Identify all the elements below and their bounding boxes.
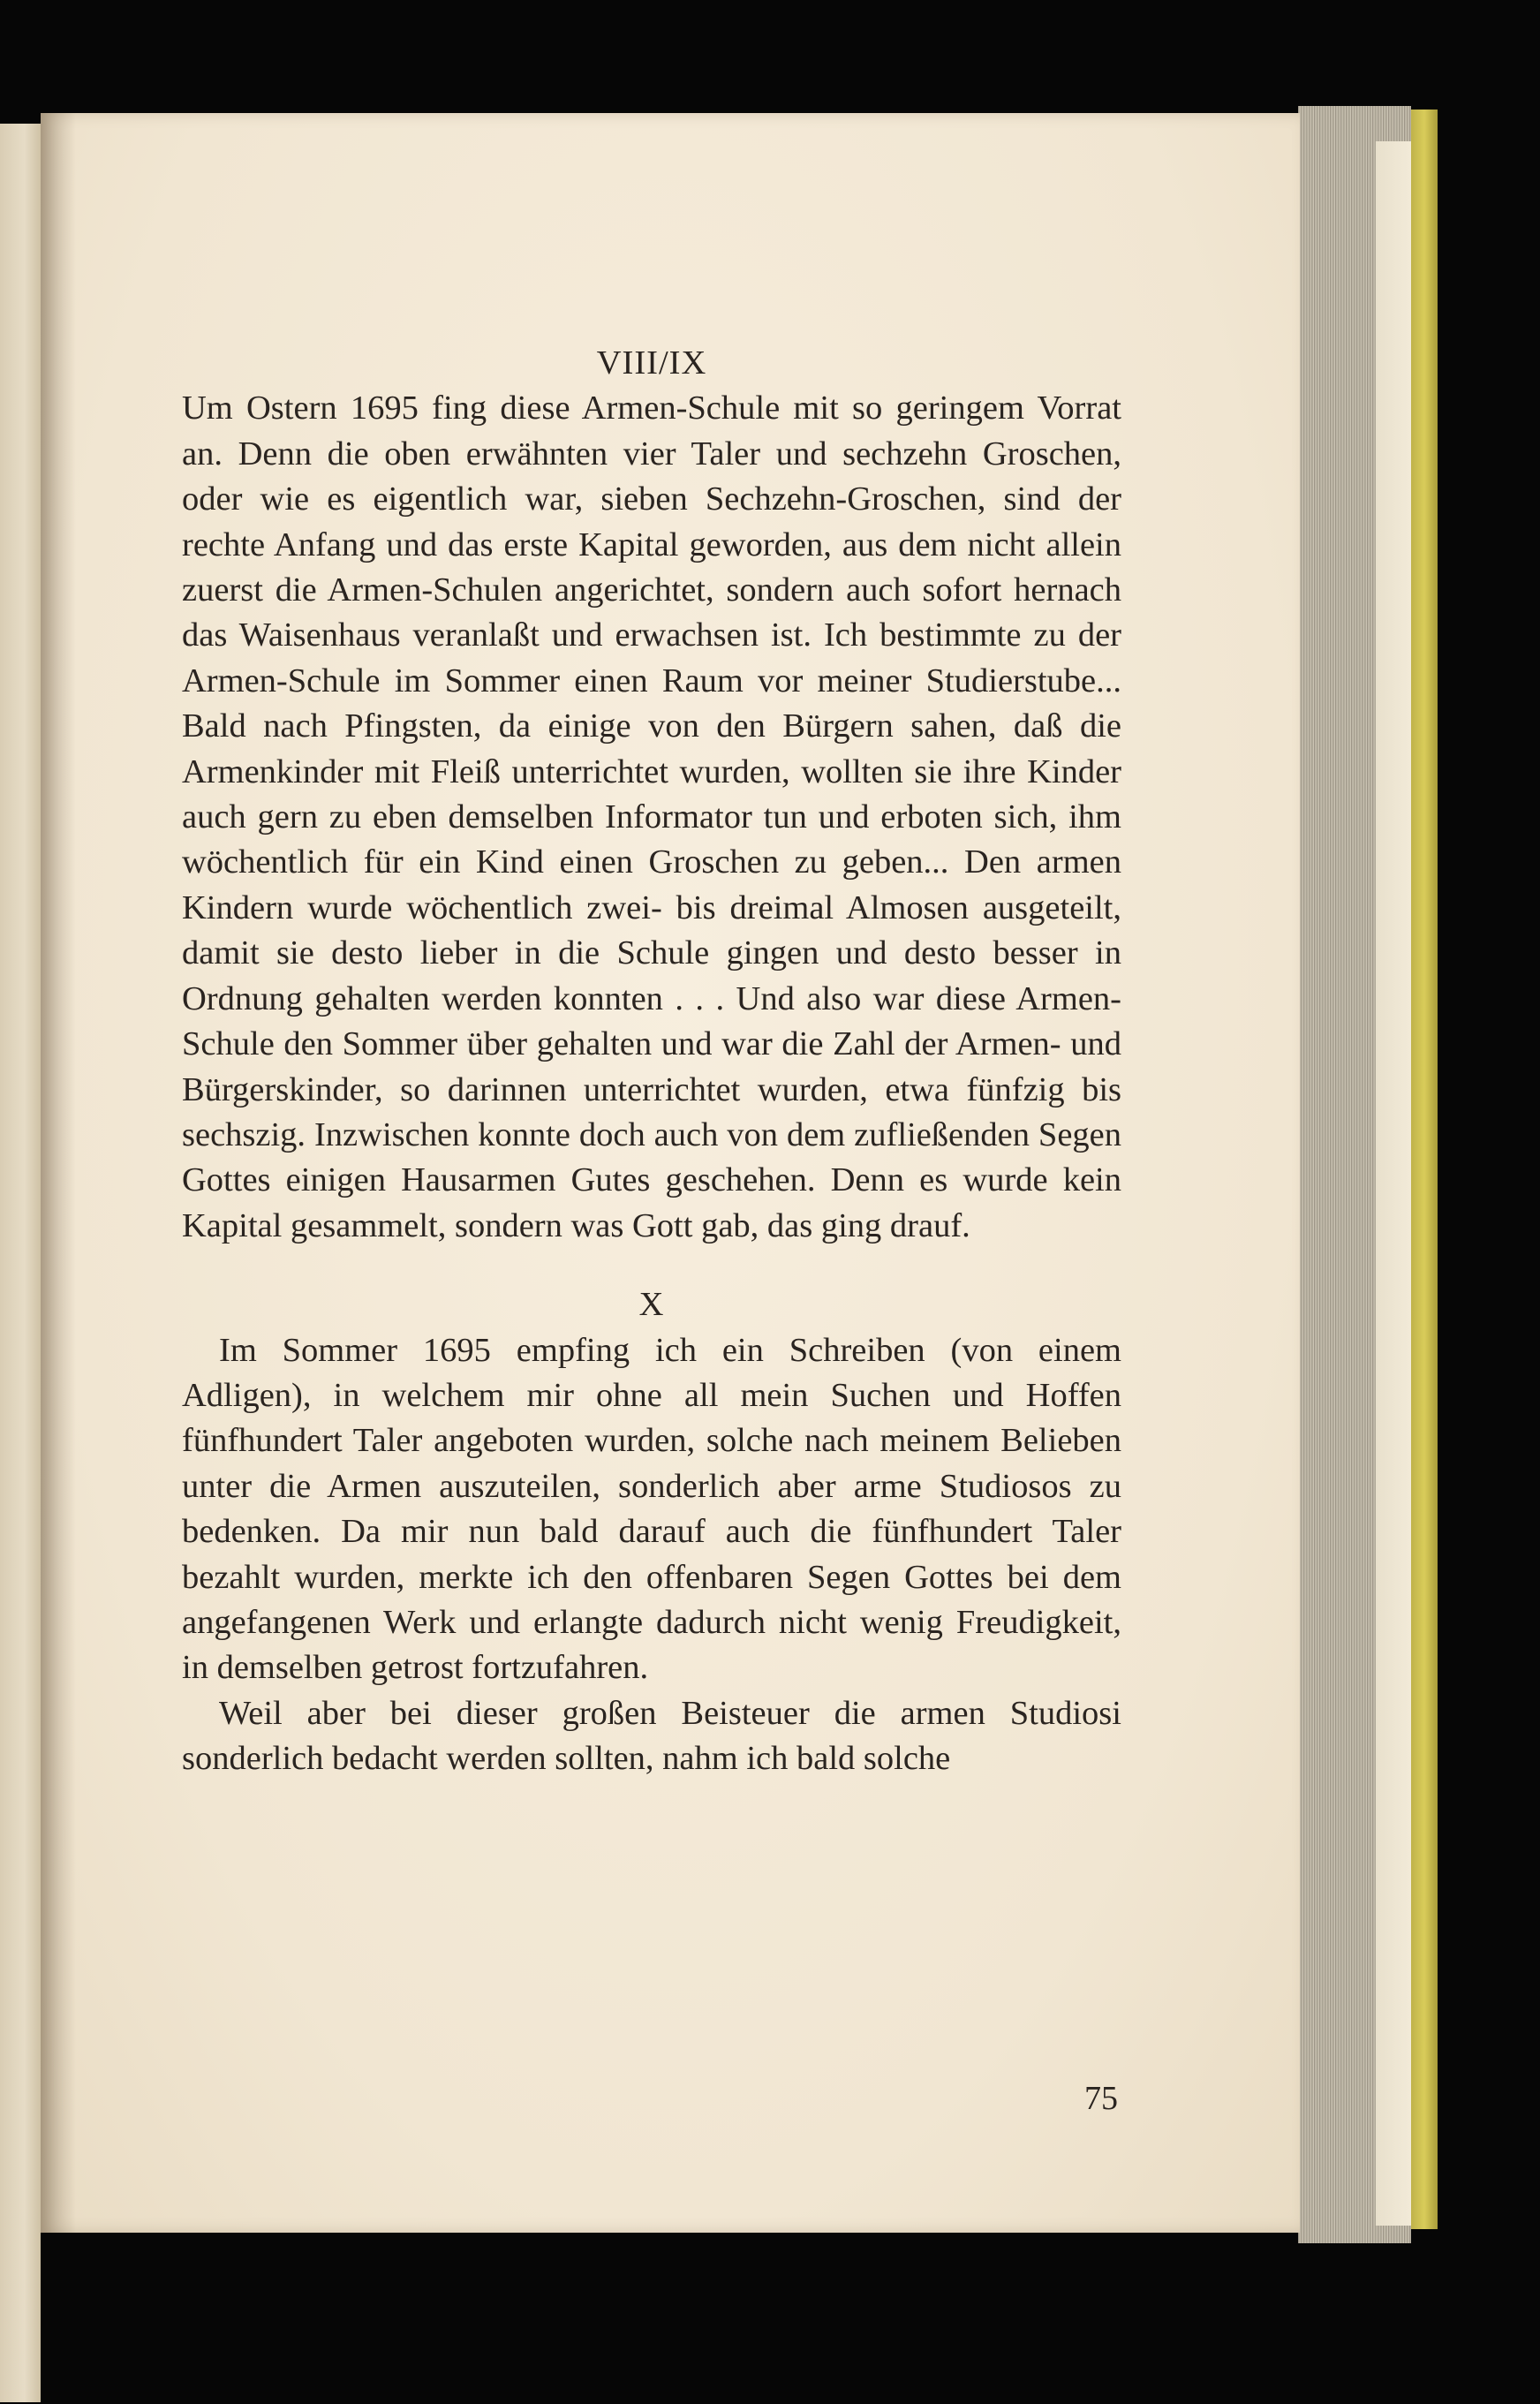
text-block [182,341,1121,1782]
page-edges [1298,106,1411,2243]
page-number: 75 [1084,2080,1118,2117]
book-cover-edge [1411,110,1438,2229]
previous-page-edge [0,124,41,2402]
section-heading-x: X [638,1286,665,1324]
section-2-paragraph-2: Weil aber bei dieser großen Beisteuer die armen Studiosi sonderlich bedacht werden sollten, nahm ich bald solche [182,1694,1121,1778]
section-1-paragraph: Um Ostern 1695 fing diese Armen-Schule mit so geringem Vorrat an. Denn die oben erwähnten vier Taler und sechzehn Groschen, oder wie es eigentlich war, sieben Sechzehn-Groschen, sind der rechte Anfang und das erste Kapital geworden, aus dem nicht allein zuerst die Armen-Schulen angerichtet, sondern auch sofort hernach das Waisenhaus veranlaßt und erwachsen ist. Ich bestimmte zu der Armen-Schule im Sommer einen Raum vor meiner Studierstube... Bald nach Pfingsten, da einige von den Bürgern sahen, daß die Armenkinder mit Fleiß unterrichtet wurden, wollten sie ihre Kinder auch gern zu eben demselben Informator tun und erboten sich, ihm wöchentlich für ein Kind einen Groschen zu geben... Den armen Kindern wurde wöchentlich zwei- bis dreimal Almosen ausgeteilt, damit sie desto lieber in die Schule gingen und desto besser in Ordnung gehalten werden konnten . . . Und also war diese Armen-Schule den Sommer über gehalten und war die Zahl der Armen- und Bürgerskinder, so darinnen unterrichtet wurden, etwa fünfzig bis sechszig. Inzwischen konnte doch auch von dem zufließenden Segen Gottes einigen Hausarmen Gutes geschehen. Denn es wurde kein Kapital gesammelt, sondern was Gott gab, das ging drauf. [182,389,1121,1244]
section-heading-viii-ix: VIII/IX [596,344,707,382]
book-page [41,113,1300,2233]
section-2-paragraph-1: Im Sommer 1695 empfing ich ein Schreiben (von einem Adligen), in welchem mir ohne all mein Suchen und Hoffen fünfhundert Taler angeboten wurden, solche nach meinem Belieben unter die Armen auszuteilen, sonderlich aber arme Studiosos zu bedenken. Da mir nun bald darauf auch die fünfhundert Taler bezahlt wurden, merkte ich den offenbaren Segen Gottes bei dem angefangenen Werk und erlangte dadurch nicht wenig Freudigkeit, in demselben getrost fortzufahren. [182,1331,1121,1687]
